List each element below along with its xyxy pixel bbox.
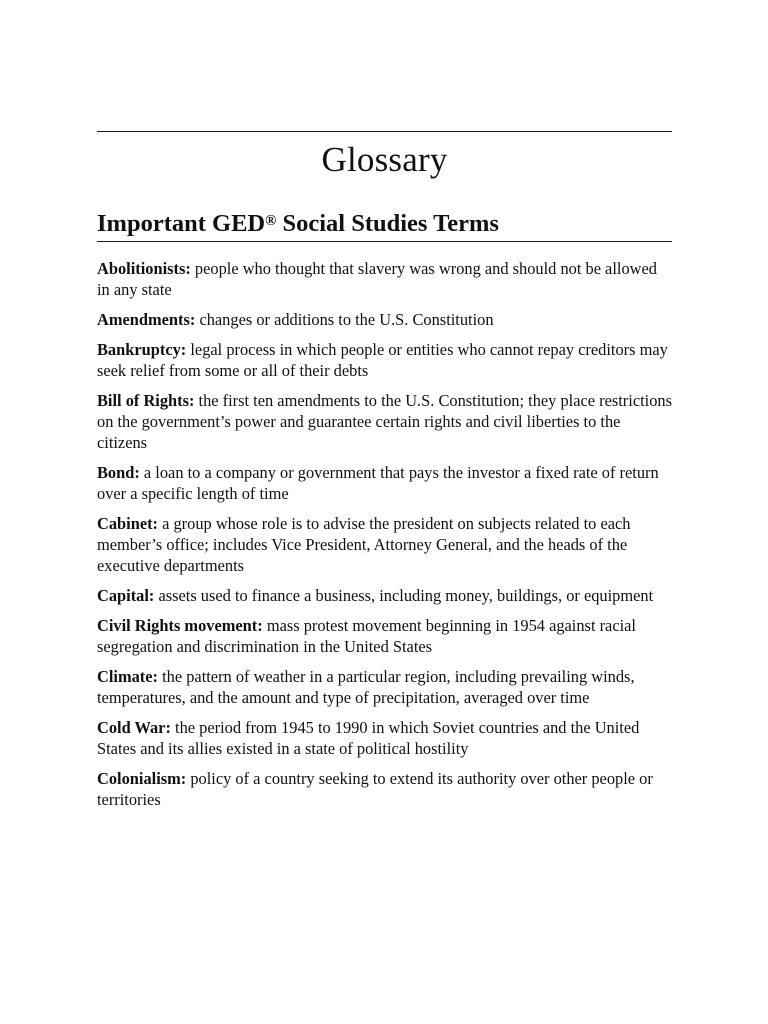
glossary-term: Cabinet: xyxy=(97,514,159,533)
glossary-entry xyxy=(97,615,672,657)
glossary-term: Bankruptcy: xyxy=(97,340,187,359)
glossary-entry xyxy=(97,339,672,381)
glossary-definition: a group whose role is to advise the president on subjects related to each member’s office; includes Vice President, Attorney General, and the heads of the executive departments xyxy=(97,514,631,575)
glossary-entry xyxy=(97,585,672,606)
glossary-entry xyxy=(97,309,672,330)
glossary-definition: the period from 1945 to 1990 in which Soviet countries and the United States and its allies existed in a state of political hostility xyxy=(97,718,640,758)
glossary-definition: people who thought that slavery was wrong and should not be allowed in any state xyxy=(97,259,657,299)
glossary-definition: the pattern of weather in a particular region, including prevailing winds, temperatures, and the amount and type of precipitation, averaged over time xyxy=(97,667,635,707)
glossary-definition: a loan to a company or government that pays the investor a fixed rate of return over a specific length of time xyxy=(97,463,659,503)
glossary-definition: the first ten amendments to the U.S. Constitution; they place restrictions on the government’s power and guarantee certain rights and civil liberties to the citizens xyxy=(97,391,672,452)
glossary-term: Bond: xyxy=(97,463,140,482)
glossary-entry xyxy=(97,513,672,576)
glossary-term: Civil Rights movement: xyxy=(97,616,263,635)
glossary-term: Cold War: xyxy=(97,718,171,737)
registered-mark: ® xyxy=(265,213,277,229)
glossary-entry xyxy=(97,717,672,759)
glossary-list xyxy=(97,258,672,810)
glossary-definition: changes or additions to the U.S. Constitution xyxy=(195,310,494,329)
glossary-term: Amendments: xyxy=(97,310,196,329)
glossary-definition: assets used to finance a business, including money, buildings, or equipment xyxy=(154,586,654,605)
glossary-term: Abolitionists: xyxy=(97,259,191,278)
glossary-definition: mass protest movement beginning in 1954 against racial segregation and discrimination in the United States xyxy=(97,616,636,656)
glossary-page xyxy=(97,131,672,819)
section-heading-prefix: Important GED xyxy=(97,210,266,237)
glossary-definition: policy of a country seeking to extend its authority over other people or territories xyxy=(97,769,653,809)
glossary-entry xyxy=(97,462,672,504)
section-heading xyxy=(97,209,672,242)
section-heading-suffix: Social Studies Terms xyxy=(276,210,499,237)
glossary-term: Colonialism: xyxy=(97,769,187,788)
glossary-entry xyxy=(97,390,672,453)
glossary-definition: legal process in which people or entities who cannot repay creditors may seek relief from some or all of their debts xyxy=(97,340,668,380)
glossary-entry xyxy=(97,768,672,810)
glossary-entry xyxy=(97,258,672,300)
glossary-term: Capital: xyxy=(97,586,155,605)
glossary-term: Bill of Rights: xyxy=(97,391,195,410)
glossary-term: Climate: xyxy=(97,667,158,686)
glossary-entry xyxy=(97,666,672,708)
page-title: Glossary xyxy=(321,140,448,179)
top-rule xyxy=(97,131,672,132)
